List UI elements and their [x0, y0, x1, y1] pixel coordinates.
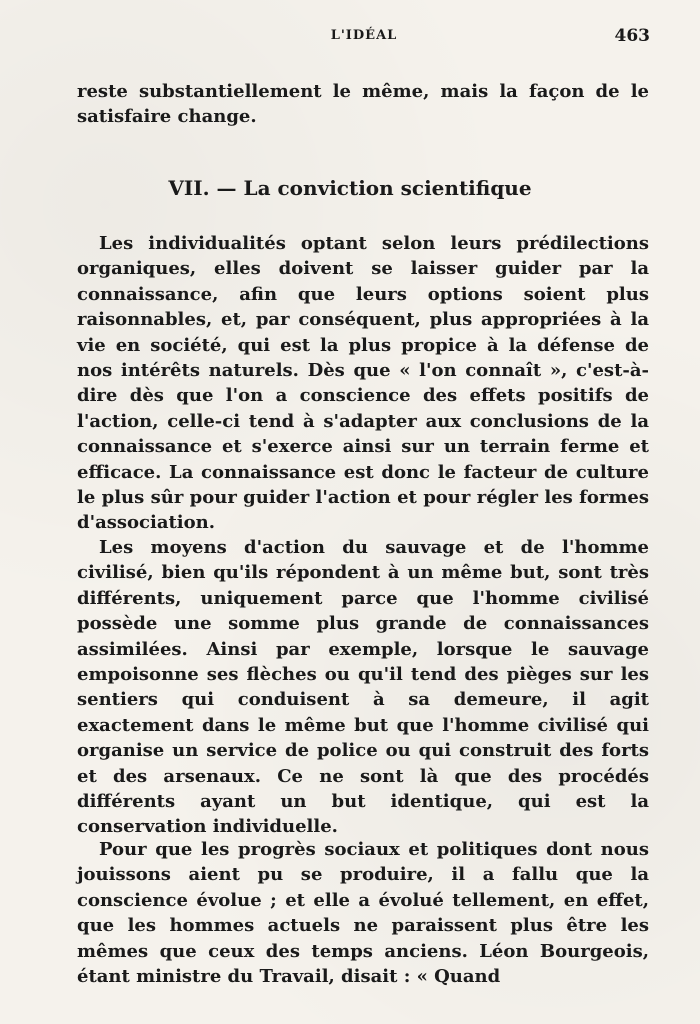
paragraph-3: Pour que les progrès sociaux et politiques dont nous jouissons aient pu se produire, il a fallu que la conscience évolue ; et elle a évolué tellement, en effet, que les hommes actuels ne paraissent plus être les mêmes que ceux des temps anciens. Léon Bourgeois, étant ministre du Travail, disait : « Quand — [77, 839, 649, 988]
page-number: 463 — [614, 26, 650, 46]
paragraph-1: Les individualités optant selon leurs prédilections organiques, elles doivent se laisser guider par la connaissance, afin que leurs options soient plus raisonnables, et, par conséquent, plus appropriées à la vie en société, qui est la plus propice à la défense de nos intérêts naturels. Dès que « l'on connaît », c'est-à-dire dès que l'on a conscience des effets positifs de l'action, celle-ci tend à s'adapter aux conclusions de la connaissance et s'exerce ainsi sur un terrain ferme et efficace. La connaissance est donc le facteur de culture le plus sûr pour guider l'action et pour régler les formes d'association. — [77, 233, 649, 534]
paragraph-2: Les moyens d'action du sauvage et de l'homme civilisé, bien qu'ils répondent à un même but, sont très différents, uniquement parce que l'homme civilisé possède une somme plus grande de connaissances assimilées. Ainsi par exemple, lorsque le sauvage empoisonne ses flèches ou qu'il tend des pièges sur les sentiers qui conduisent à sa demeure, il agit exactement dans le même but que l'homme civilisé qui organise un service de police ou qui construit des forts et des arsenaux. Ce ne sont là que des procédés différents ayant un but identique, qui est la conservation individuelle. — [77, 537, 649, 838]
running-title: L'IDÉAL — [330, 28, 398, 43]
running-header — [78, 26, 650, 46]
section-heading: VII. — La conviction scientifique — [168, 176, 532, 200]
opening-text: reste substantiellement le même, mais la façon de le satisfaire change. — [77, 81, 649, 128]
